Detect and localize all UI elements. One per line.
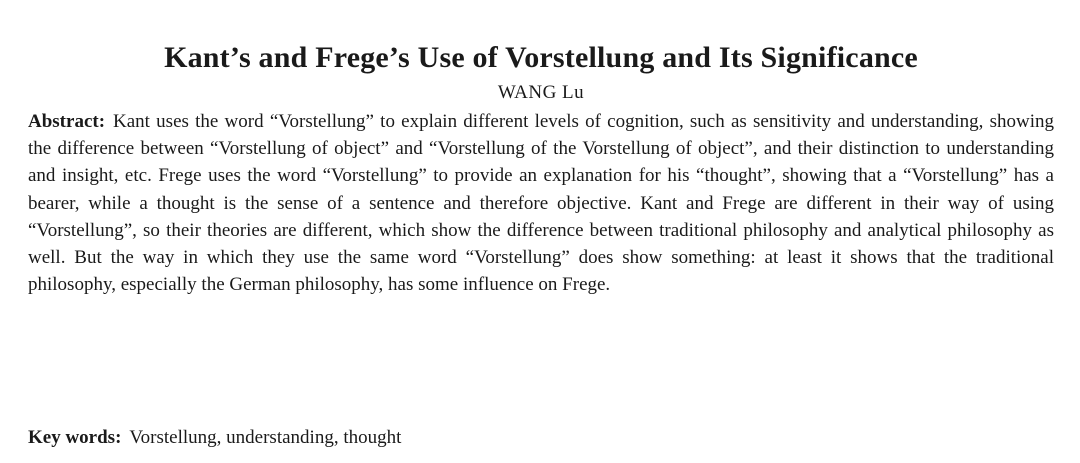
keywords-text: Vorstellung, understanding, thought <box>129 427 402 448</box>
abstract-text: Kant uses the word “Vorstellung” to explain different levels of cognition, such as sensitivity and understanding, showing the difference between “Vorstellung of object” and “Vorstellung of the Vorstellung of object”, and their distinction to understanding and insight, etc. Frege uses the word “Vorstellung” to provide an explanation for his “thought”, showing that a “Vorstellung” has a bearer, while a thought is the sense of a sentence and therefore objective. Kant and Frege are different in their way of using “Vorstellung”, so their theories are different, which show the difference between traditional philosophy and analytical philosophy as well. But the way in which they use the same word “Vorstellung” does show something: at least it shows that the traditional philosophy, especially the German philosophy, has some influence on Frege. <box>28 111 1054 296</box>
paper-page <box>28 36 1054 298</box>
abstract-paragraph <box>28 108 1054 298</box>
keywords-line <box>28 424 401 452</box>
abstract-label: Abstract: <box>28 111 106 132</box>
paper-title: Kant’s and Frege’s Use of Vorstellung and Its Significance <box>164 41 918 74</box>
keywords-label: Key words: <box>28 427 122 448</box>
author-name: WANG Lu <box>497 82 585 103</box>
